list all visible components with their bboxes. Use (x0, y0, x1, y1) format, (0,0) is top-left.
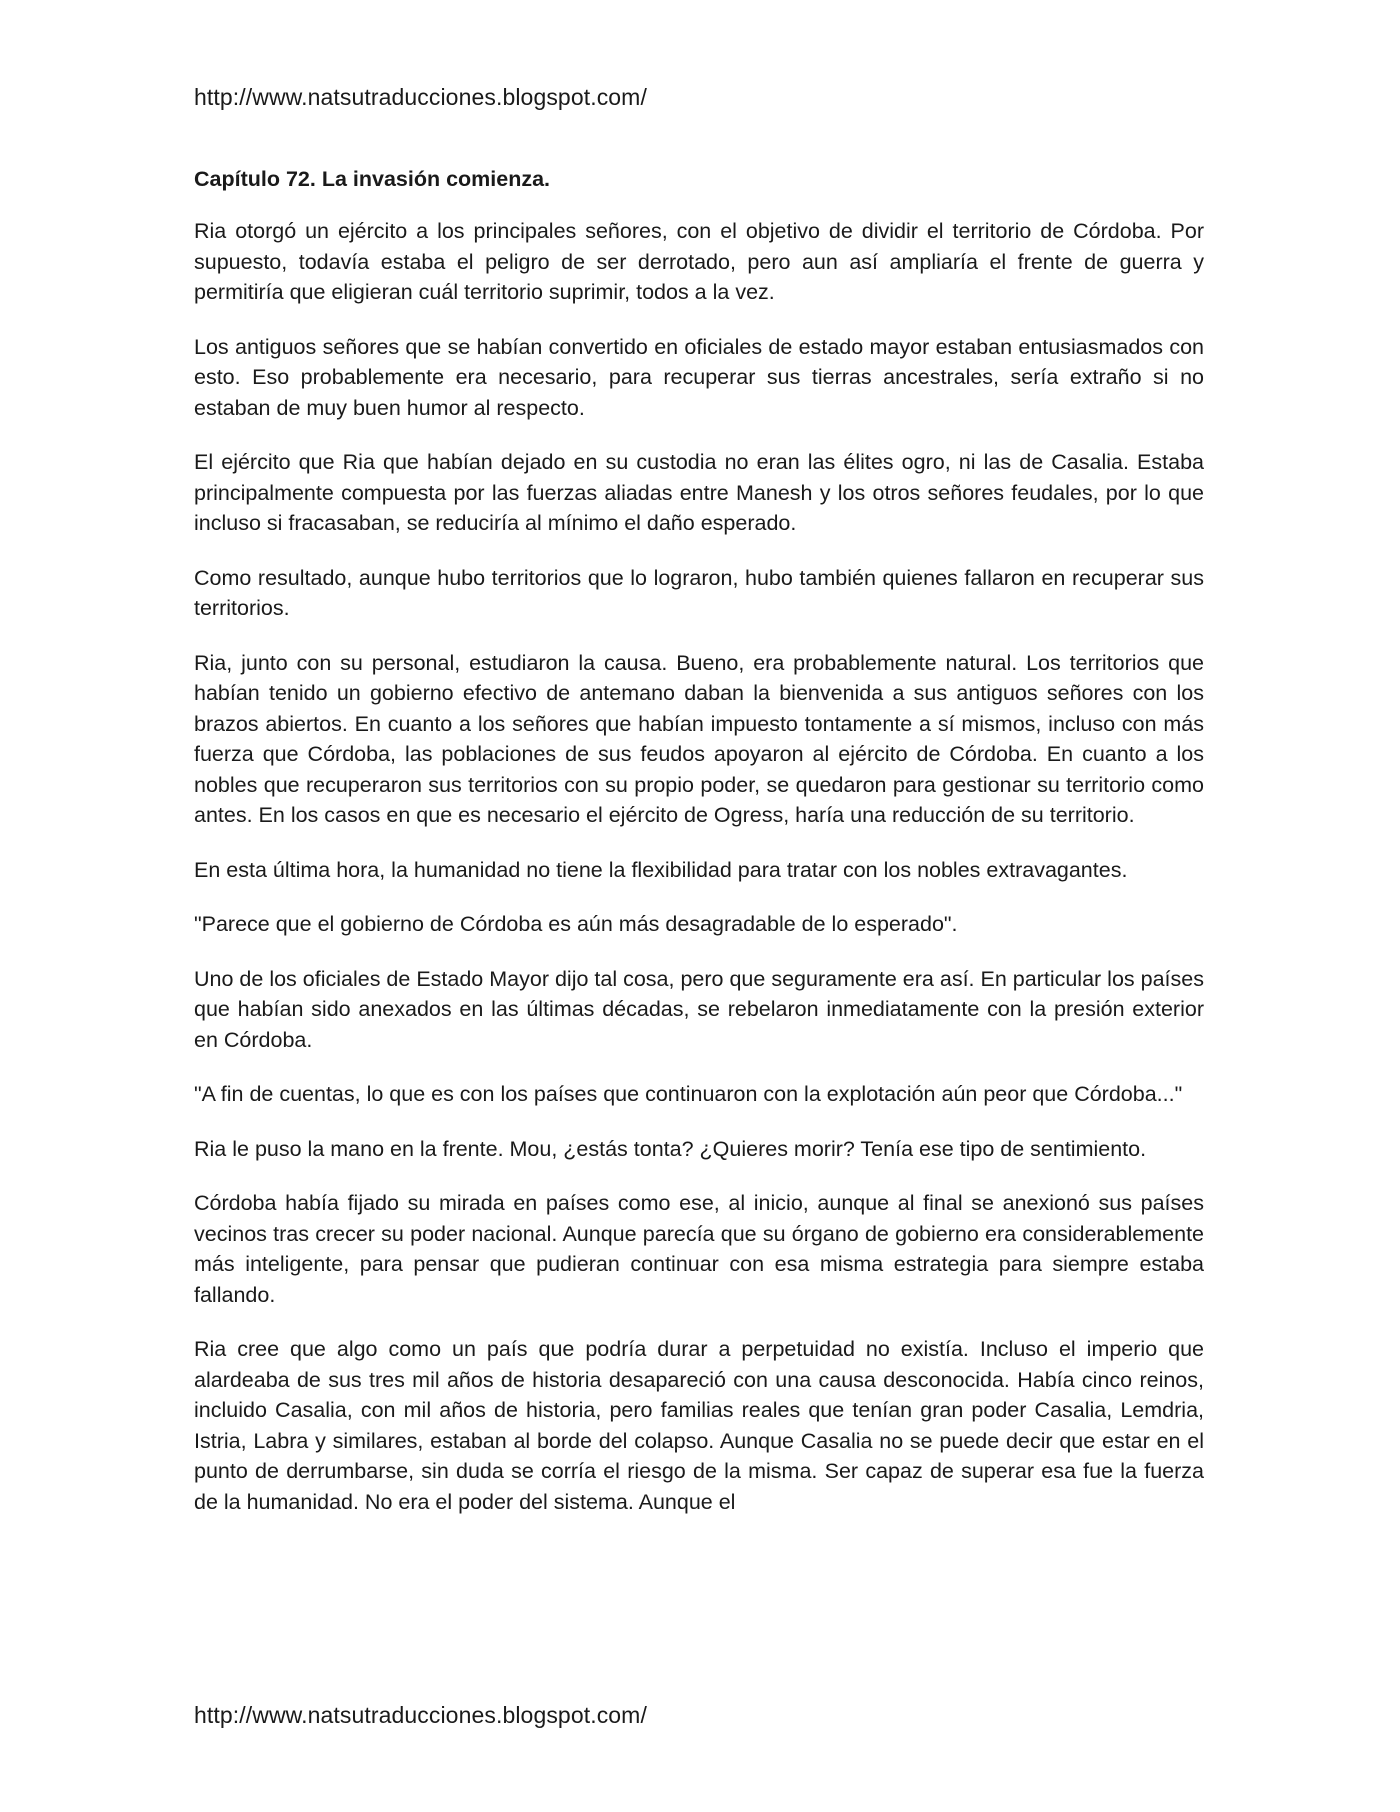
paragraph: "Parece que el gobierno de Córdoba es aún más desagradable de lo esperado". (194, 912, 958, 936)
paragraph: Como resultado, aunque hubo territorios que lo lograron, hubo también quienes fallaron en recuperar sus territorios. (194, 565, 1204, 620)
header-url: http://www.natsutraducciones.blogspot.com/ (194, 84, 647, 110)
paragraph: Ria cree que algo como un país que podría durar a perpetuidad no existía. Incluso el imperio que alardeaba de sus tres mil años de historia desapareció con una causa desconocida. Había cinco reinos, incluido Casalia, con mil años de historia, pero familias reales que tenían gran poder Casalia, Lemdria, Istria, Labra y similares, estaban al borde del colapso. Aunque Casalia no se puede decir que estar en el punto de derrumbarse, sin duda se corría el riesgo de la misma. Ser capaz de superar esa fue la fuerza de la humanidad. No era el poder del sistema. Aunque el (194, 1337, 1204, 1514)
paragraph: Los antiguos señores que se habían convertido en oficiales de estado mayor estaban entusiasmados con esto. Eso probablemente era necesario, para recuperar sus tierras ancestrales, sería extraño si no estaban de muy buen humor al respecto. (194, 334, 1204, 420)
paragraph: El ejército que Ria que habían dejado en su custodia no eran las élites ogro, ni las de Casalia. Estaba principalmente compuesta por las fuerzas aliadas entre Manesh y los otros señores feudales, por lo que incluso si fracasaban, se reduciría al mínimo el daño esperado. (194, 450, 1204, 535)
paragraph: "A fin de cuentas, lo que es con los países que continuaron con la explotación aún peor que Córdoba..." (194, 1082, 1183, 1106)
footer-url: http://www.natsutraducciones.blogspot.com/ (194, 1702, 647, 1728)
paragraph: Córdoba había fijado su mirada en países como ese, al inicio, aunque al final se anexionó sus países vecinos tras crecer su poder nacional. Aunque parecía que su órgano de gobierno era considerablemente más inteligente, para pensar que pudieran continuar con esa misma estrategia para siempre estaba fallando. (194, 1191, 1204, 1307)
paragraph: Ria, junto con su personal, estudiaron la causa. Bueno, era probablemente natural. Los territorios que habían tenido un gobierno efectivo de antemano daban la bienvenida a sus antiguos señores con los brazos abiertos. En cuanto a los señores que habían impuesto tontamente a sí mismos, incluso con más fuerza que Córdoba, las poblaciones de sus feudos apoyaron al ejército de Córdoba. En cuanto a los nobles que recuperaron sus territorios con su propio poder, se quedaron para gestionar su territorio como antes. En los casos en que es necesario el ejército de Ogress, haría una reducción de su territorio. (194, 650, 1204, 827)
paragraph: En esta última hora, la humanidad no tiene la flexibilidad para tratar con los nobles extravagantes. (194, 857, 1128, 882)
paragraph: Ria otorgó un ejército a los principales señores, con el objetivo de dividir el territorio de Córdoba. Por supuesto, todavía estaba el peligro de ser derrotado, pero aun así ampliaría el frente de guerra y permitiría que eligieran cuál territorio suprimir, todos a la vez. (194, 219, 1204, 304)
paragraph: Ria le puso la mano en la frente. Mou, ¿estás tonta? ¿Quieres morir? Tenía ese tipo de sentimiento. (194, 1136, 1147, 1161)
paragraph: Uno de los oficiales de Estado Mayor dijo tal cosa, pero que seguramente era así. En particular los países que habían sido anexados en las últimas décadas, se rebelaron inmediatamente con la presión exterior en Córdoba. (194, 966, 1204, 1052)
chapter-title: Capítulo 72. La invasión comienza. (194, 167, 551, 191)
document-body (194, 164, 1204, 1541)
